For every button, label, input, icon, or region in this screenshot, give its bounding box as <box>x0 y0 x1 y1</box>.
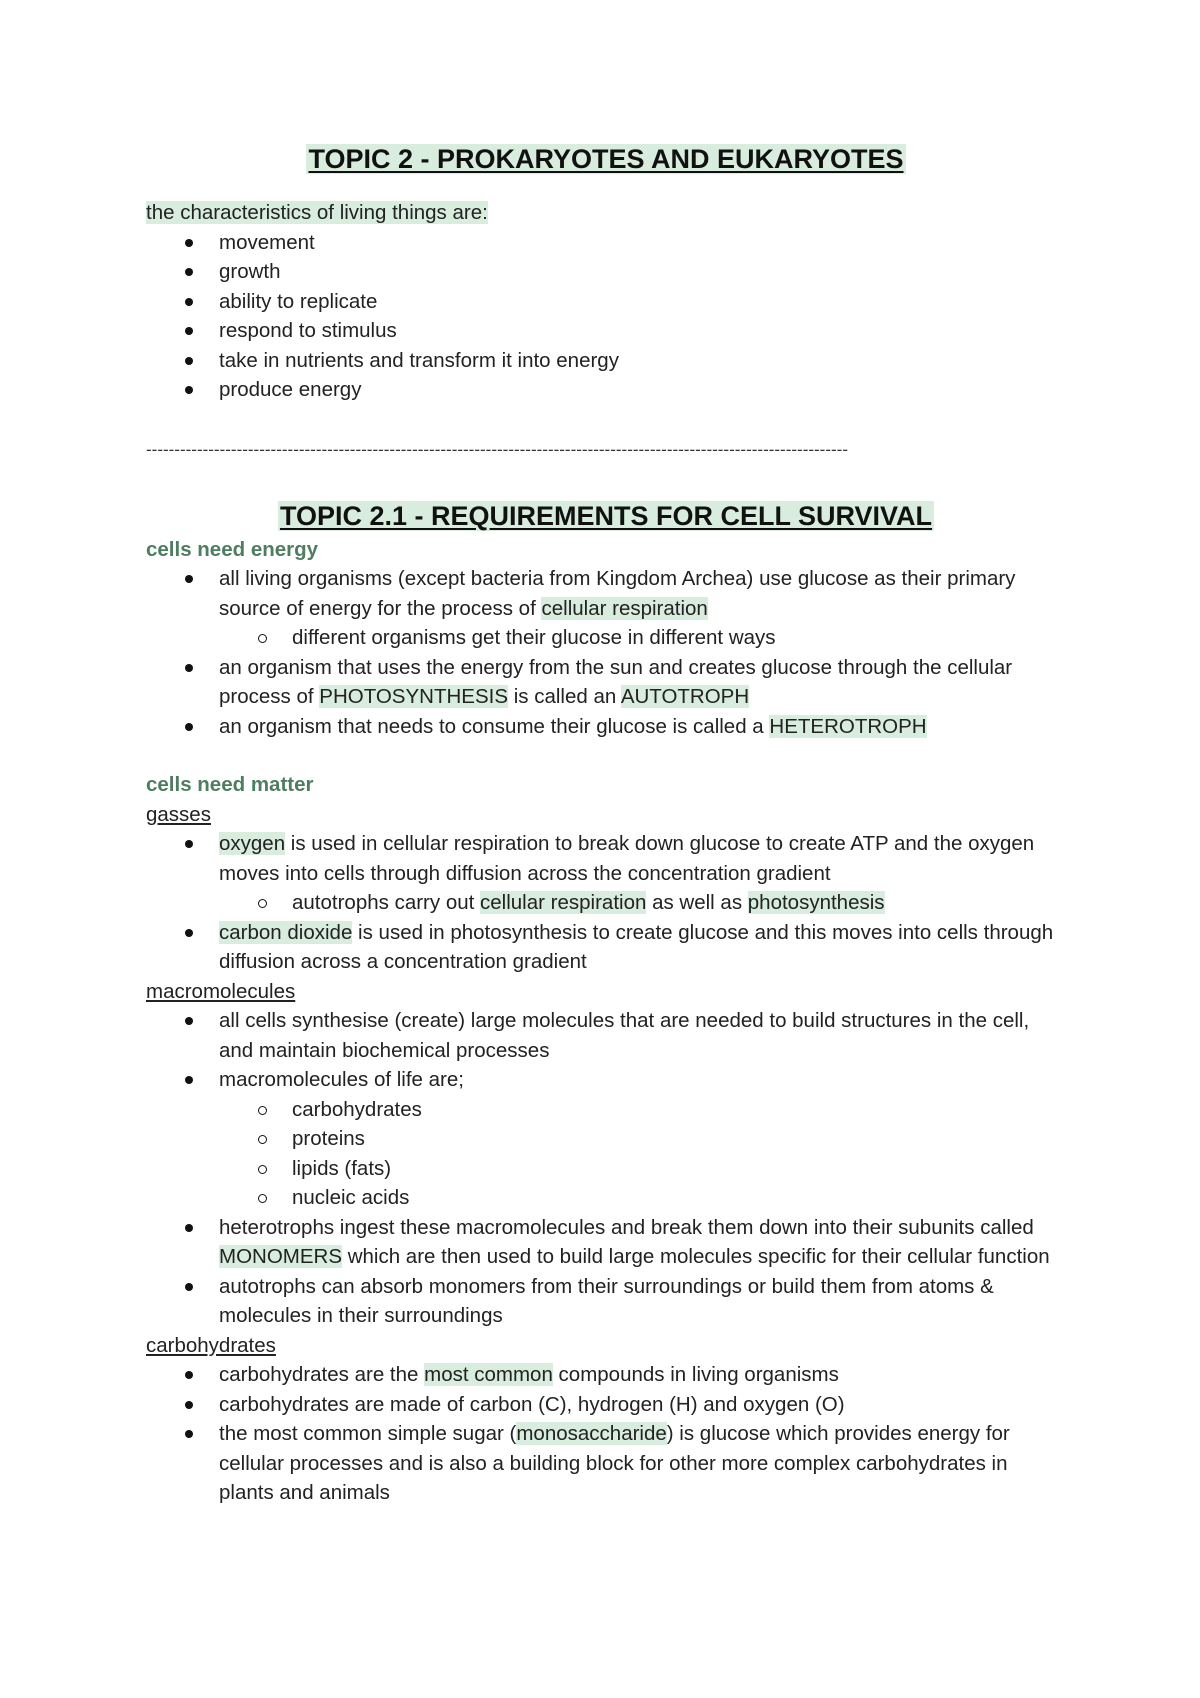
gasses-list-continued <box>146 918 1066 977</box>
list-item: an organism that uses the energy from the sun and creates glucose through the cellular process of PHOTOSYNTHESIS is called an AUTOTROPH <box>146 653 1066 712</box>
gasses-sublist <box>146 888 1066 918</box>
sub-list-item: autotrophs carry out cellular respiration as well as photosynthesis <box>146 888 1066 918</box>
sub-list-item: different organisms get their glucose in different ways <box>146 623 1066 653</box>
topic-2-1-title <box>146 497 1066 535</box>
topic-2-title <box>146 140 1066 178</box>
highlight: cellular respiration <box>541 596 708 620</box>
list-item: carbohydrates are made of carbon (C), hydrogen (H) and oxygen (O) <box>146 1390 1066 1420</box>
macromolecules-sublist <box>146 1095 1066 1213</box>
section-divider: ---------------------------------------------------------------------------------------------------------------------------- <box>146 439 848 459</box>
list-item: ability to replicate <box>146 287 1066 317</box>
carbohydrates-label: carbohydrates <box>146 1333 276 1357</box>
highlight: carbon dioxide <box>219 920 353 944</box>
list-item: an organism that needs to consume their glucose is called a HETEROTROPH <box>146 712 1066 742</box>
list-item: produce energy <box>146 375 1066 405</box>
highlight: PHOTOSYNTHESIS <box>319 685 508 708</box>
highlight: most common <box>424 1363 553 1386</box>
list-item: all cells synthesise (create) large molecules that are needed to build structures in the cell, and maintain biochemical processes <box>146 1006 1066 1065</box>
list-item: oxygen is used in cellular respiration to break down glucose to create ATP and the oxygen moves into cells through diffusion across the concentration gradient <box>146 829 1066 888</box>
gasses-label: gasses <box>146 802 211 826</box>
highlight: cellular respiration <box>480 891 647 914</box>
sub-list-item: proteins <box>146 1124 1066 1154</box>
cells-need-matter-heading: cells need matter <box>146 773 314 796</box>
sub-list-item: carbohydrates <box>146 1095 1066 1125</box>
energy-list-continued <box>146 653 1066 742</box>
list-item: macromolecules of life are; <box>146 1065 1066 1095</box>
macromolecules-label: macromolecules <box>146 979 296 1003</box>
list-item: movement <box>146 228 1066 258</box>
topic-2-title-text: TOPIC 2 - PROKARYOTES AND EUKARYOTES <box>308 144 904 174</box>
sub-list-item: lipids (fats) <box>146 1154 1066 1184</box>
macromolecules-list <box>146 1006 1066 1095</box>
document-content <box>146 140 1066 1508</box>
highlight: oxygen <box>219 832 286 855</box>
highlight: MONOMERS <box>219 1245 342 1268</box>
highlight: photosynthesis <box>747 891 885 914</box>
spacer <box>146 741 1066 770</box>
energy-list <box>146 564 1066 623</box>
sub-list-item: nucleic acids <box>146 1183 1066 1213</box>
list-item: carbon dioxide is used in photosynthesis to create glucose and this moves into cells through diffusion across a concentration gradient <box>146 918 1066 977</box>
highlight: monosaccharide <box>516 1422 667 1445</box>
list-item: growth <box>146 257 1066 287</box>
list-item: autotrophs can absorb monomers from their surroundings or build them from atoms & molecules in their surroundings <box>146 1272 1066 1331</box>
highlight: HETEROTROPH <box>769 714 927 738</box>
list-item: the most common simple sugar (monosaccharide) is glucose which provides energy for cellular processes and is also a building block for other more complex carbohydrates in plants and animals <box>146 1419 1066 1508</box>
list-item: carbohydrates are the most common compounds in living organisms <box>146 1360 1066 1390</box>
characteristics-list <box>146 228 1066 405</box>
highlight: AUTOTROPH <box>620 685 750 708</box>
list-item: heterotrophs ingest these macromolecules and break them down into their subunits called MONOMERS which are then used to build large molecules specific for their cellular function <box>146 1213 1066 1272</box>
cells-need-energy-heading: cells need energy <box>146 537 319 561</box>
characteristics-intro: the characteristics of living things are: <box>146 201 488 224</box>
macromolecules-list-continued <box>146 1213 1066 1331</box>
topic-2-1-title-text: TOPIC 2.1 - REQUIREMENTS FOR CELL SURVIVAL <box>279 500 933 531</box>
list-item: respond to stimulus <box>146 316 1066 346</box>
list-item: take in nutrients and transform it into energy <box>146 346 1066 376</box>
energy-sublist <box>146 623 1066 653</box>
list-item: all living organisms (except bacteria from Kingdom Archea) use glucose as their primary source of energy for the process of cellular respiration <box>146 564 1066 623</box>
carbohydrates-list <box>146 1360 1066 1508</box>
gasses-list <box>146 829 1066 888</box>
